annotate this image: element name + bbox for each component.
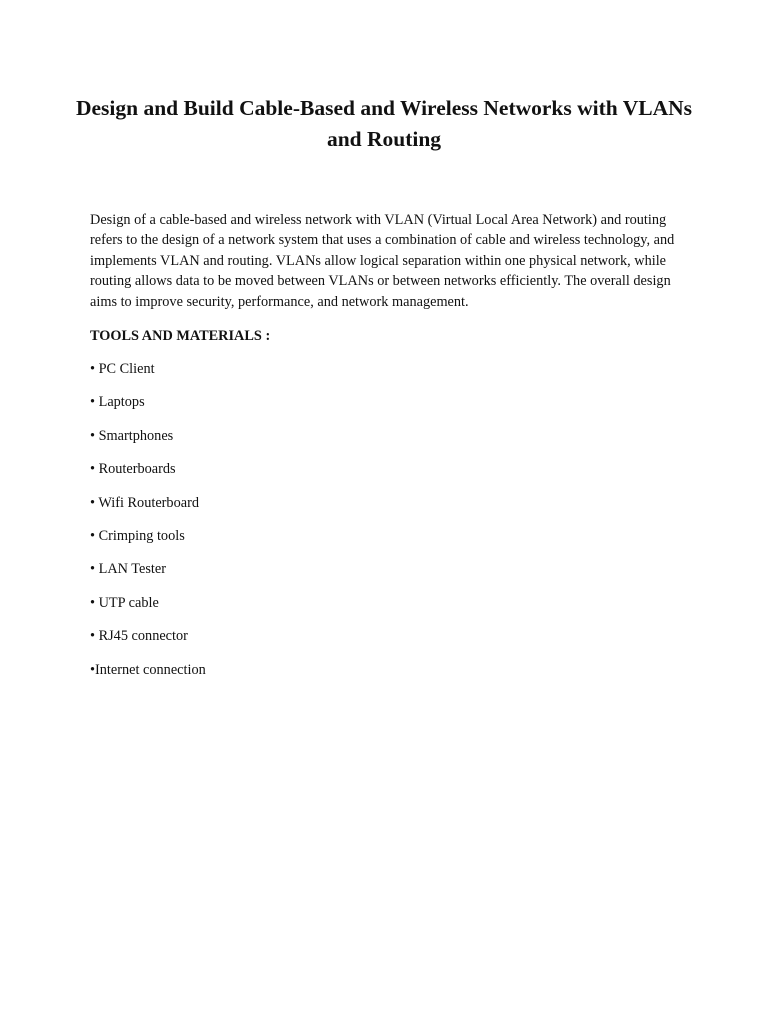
- tools-list: [90, 359, 206, 693]
- intro-paragraph: Design of a cable-based and wireless network with VLAN (Virtual Local Area Network) and routing refers to the design of a network system that uses a combination of cable and wireless technology, and implements VLAN and routing. VLANs allow logical separation within one physical network, while routing allows data to be moved between VLANs or between networks efficiently. The overall design aims to improve security, performance, and network management.: [90, 212, 675, 310]
- tool-item: • Wifi Routerboard: [90, 494, 199, 511]
- tool-item: • Crimping tools: [90, 527, 185, 544]
- tool-item: •Internet connection: [90, 661, 206, 678]
- document-title: Design and Build Cable-Based and Wireless Networks with VLANs and Routing: [75, 96, 693, 151]
- tool-item: • UTP cable: [90, 594, 159, 611]
- tool-item: • Laptops: [90, 394, 145, 411]
- tool-item: • Routerboards: [90, 461, 176, 478]
- tool-item: • PC Client: [90, 361, 155, 377]
- tool-item: • LAN Tester: [90, 561, 167, 578]
- tool-item: • Smartphones: [90, 427, 174, 444]
- tool-item: • RJ45 connector: [90, 628, 188, 645]
- tools-heading: TOOLS AND MATERIALS :: [90, 328, 271, 344]
